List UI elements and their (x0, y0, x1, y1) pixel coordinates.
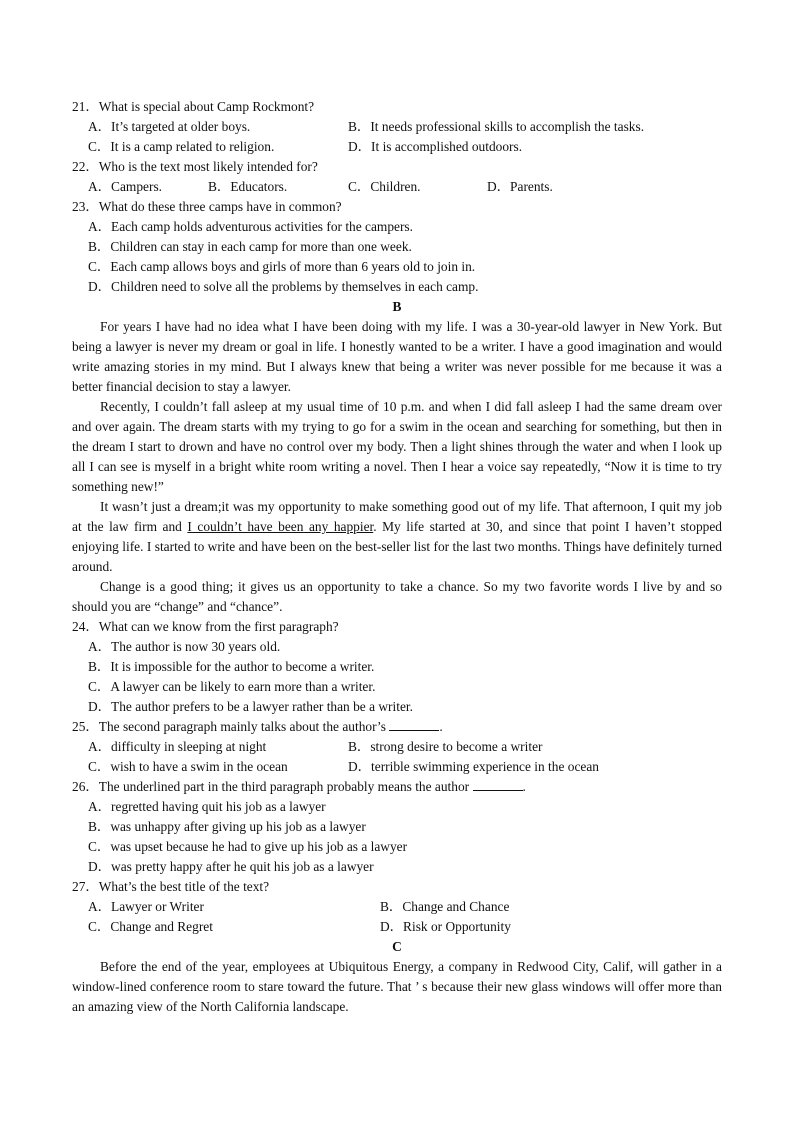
q22-stem: 22．Who is the text most likely intended for? (72, 159, 318, 174)
q25-options-cd (72, 757, 722, 777)
q22-option-b[interactable]: B．Educators. (208, 179, 288, 194)
q24-option-c[interactable]: C．A lawyer can be likely to earn more than a writer. (88, 679, 376, 694)
q26-option-d[interactable]: D．was pretty happy after he quit his job as a lawyer (88, 859, 374, 874)
q26-stem-end: . (522, 779, 526, 794)
q21-option-c[interactable]: C．It is a camp related to religion. (88, 139, 275, 154)
q27-options-ab (72, 897, 722, 917)
q25-answer-blank[interactable] (389, 718, 439, 731)
q24-stem: 24．What can we know from the first paragraph? (72, 619, 339, 634)
q27-option-b[interactable]: B．Change and Chance (380, 899, 510, 914)
q21-option-b[interactable]: B．It needs professional skills to accomplish the tasks. (348, 119, 645, 134)
q25-stem: 25．The second paragraph mainly talks about the author’s (72, 719, 386, 734)
q21-option-d[interactable]: D．It is accomplished outdoors. (348, 139, 523, 154)
passage-b-p3-text-before: It wasn’t just a dream;it was my opportunity to make something good out of my life. That afternoon, I quit my job at the law firm and (72, 499, 722, 534)
exam-page (72, 97, 722, 1017)
q27-option-d[interactable]: D．Risk or Opportunity (380, 919, 511, 934)
q22-option-c[interactable]: C．Children. (348, 179, 421, 194)
q25-option-a[interactable]: A．difficulty in sleeping at night (88, 739, 267, 754)
q26-stem-line (72, 777, 722, 797)
q26-stem: 26．The underlined part in the third paragraph probably means the author (72, 779, 470, 794)
q22-options (72, 177, 722, 197)
passage-b-p4-text: Change is a good thing; it gives us an opportunity to take a chance. So my two favorite words I live by and so should you are “change” and “chance”. (72, 579, 722, 614)
passage-b-p1-text: For years I have had no idea what I have been doing with my life. I was a 30-year-old lawyer in New York. But being a lawyer is never my dream or goal in life. I honestly wanted to be a writer. I have a good imagination and would write amazing stories in my mind. But I always knew that being a writer was never possible for me because it was a better financial decision to stay a lawyer. (72, 319, 722, 394)
q23-option-c[interactable]: C．Each camp allows boys and girls of more than 6 years old to join in. (88, 259, 476, 274)
q21-stem: 21．What is special about Camp Rockmont? (72, 99, 315, 114)
q25-option-c[interactable]: C．wish to have a swim in the ocean (88, 759, 288, 774)
q21-options-ab (72, 117, 722, 137)
q24-option-a[interactable]: A．The author is now 30 years old. (88, 639, 281, 654)
q27-options-cd (72, 917, 722, 937)
passage-c-heading: C (392, 939, 402, 954)
q26-option-c[interactable]: C．was upset because he had to give up his job as a lawyer (88, 839, 408, 854)
q23-option-a[interactable]: A．Each camp holds adventurous activities for the campers. (88, 219, 413, 234)
q21-option-a[interactable]: A．It’s targeted at older boys. (88, 119, 251, 134)
passage-c-p1-text: Before the end of the year, employees at Ubiquitous Energy, a company in Redwood City, Calif, will gather in a window-lined conference room to stare toward the future. That ’ s because their new glass windows will offer more than an amazing view of the North California landscape. (72, 959, 722, 1014)
q25-option-d[interactable]: D．terrible swimming experience in the ocean (348, 759, 599, 774)
q23-option-d[interactable]: D．Children need to solve all the problems by themselves in each camp. (88, 279, 479, 294)
q26-answer-blank[interactable] (473, 778, 523, 791)
passage-b-underlined-part: I couldn’t have been any happier (187, 519, 374, 534)
q24-option-d[interactable]: D．The author prefers to be a lawyer rather than be a writer. (88, 699, 413, 714)
passage-b-heading: B (392, 299, 402, 314)
passage-b-paragraph-3 (72, 497, 722, 577)
q25-stem-end: . (439, 719, 443, 734)
passage-b-paragraph-4 (72, 577, 722, 617)
q22-option-a[interactable]: A．Campers. (88, 179, 163, 194)
q23-option-b[interactable]: B．Children can stay in each camp for more than one week. (88, 239, 412, 254)
passage-c-paragraph-1 (72, 957, 722, 1017)
q26-option-b[interactable]: B．was unhappy after giving up his job as a lawyer (88, 819, 366, 834)
q27-option-a[interactable]: A．Lawyer or Writer (88, 899, 204, 914)
q23-stem: 23．What do these three camps have in common? (72, 199, 342, 214)
q25-options-ab (72, 737, 722, 757)
q26-option-a[interactable]: A．regretted having quit his job as a lawyer (88, 799, 326, 814)
passage-b-p2-text: Recently, I couldn’t fall asleep at my usual time of 10 p.m. and when I did fall asleep I had the same dream over and over again. The dream starts with my trying to go for a swim in the ocean and searching for something, but then in the dream I start to drown and have no control over my body. Then a light shines through the water and when I look up all I can see is myself in a bright white room writing a novel. Then I hear a voice say repeatedly, “Now it is time to try something new!” (72, 399, 722, 494)
q21-options-cd (72, 137, 722, 157)
q25-stem-line (72, 717, 722, 737)
q24-option-b[interactable]: B．It is impossible for the author to become a writer. (88, 659, 375, 674)
q25-option-b[interactable]: B．strong desire to become a writer (348, 739, 543, 754)
q22-option-d[interactable]: D．Parents. (487, 179, 553, 194)
passage-b-paragraph-1 (72, 317, 722, 397)
passage-b-p3-text-after: . My life started at 30, and since that point I haven’t stopped enjoying life. I started to write and have been on the best-seller list for the last two months. Things have definitely turned around. (72, 519, 722, 574)
passage-b-paragraph-2 (72, 397, 722, 497)
q27-stem: 27．What’s the best title of the text? (72, 879, 270, 894)
q27-option-c[interactable]: C．Change and Regret (88, 919, 213, 934)
